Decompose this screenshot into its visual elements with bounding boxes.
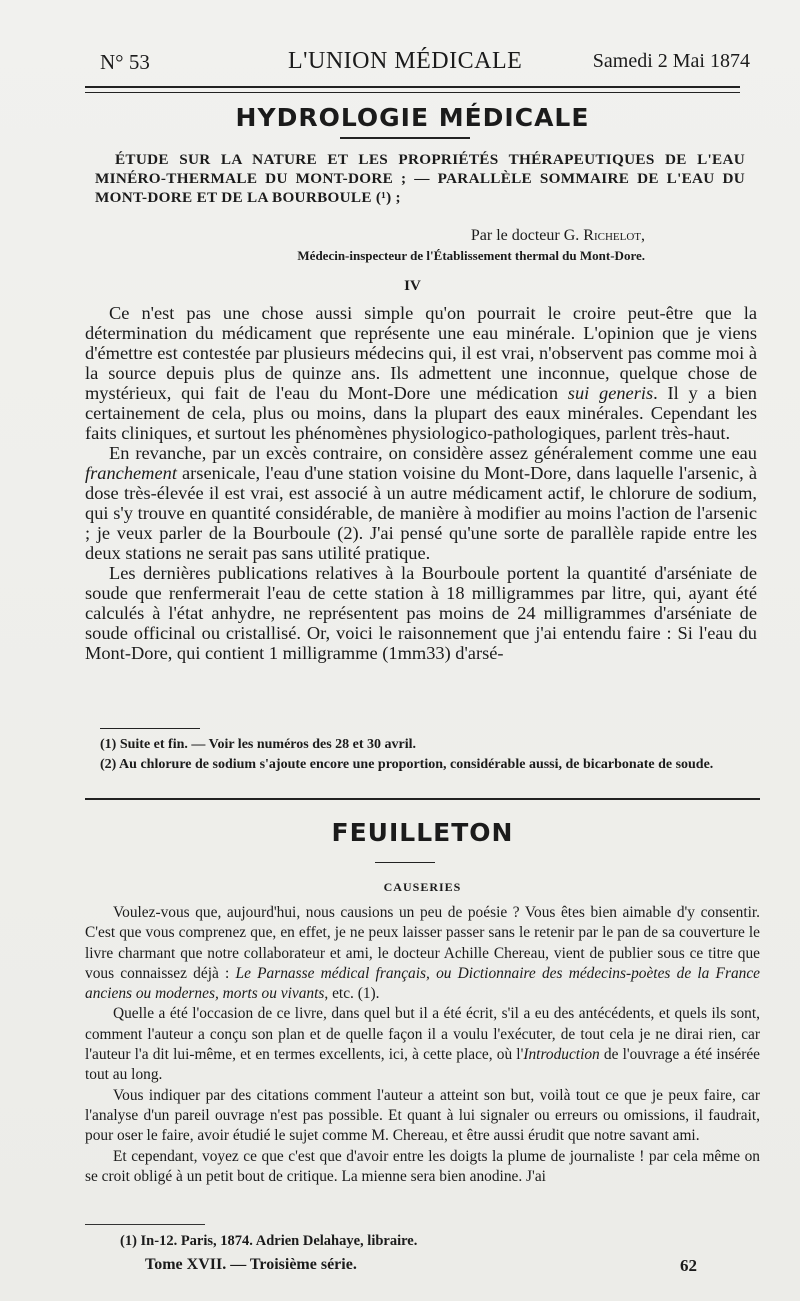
section-title: HYDROLOGIE MÉDICALE	[235, 103, 590, 132]
section-title-rule	[340, 137, 470, 139]
footnote: (2) Au chlorure de sodium s'ajoute encore une proportion, considérable aussi, de bicarbonate de soude.	[100, 757, 714, 772]
article-paragraph: Les dernières publications relatives à la Bourboule portent la quantité d'arséniate de soude que renfermerait l'eau de cette station à 18 milligrammes par litre, qui, ayant été calculés à l'état anhydre, ne représentent pas moins de 24 milligrammes d'arséniate de soude officinal ou cristallisé. Or, voici le raisonnement que j'ai entendu faire : Si l'eau du Mont-Dore, qui contient 1 milligramme (1mm33) d'arsé-	[85, 563, 757, 663]
page-number: 62	[680, 1256, 697, 1275]
article-paragraph: Ce n'est pas une chose aussi simple qu'on pourrait le croire peut-être que la détermination du médicament que représente une eau minérale. L'opinion que je viens d'émettre est contestée par plusieurs médecins qui, il est vrai, n'observent pas comme moi à la source depuis plus de quinze ans. Ils admettent une inconnue, quelque chose de mystérieux, qui fait de l'eau du Mont-Dore une médication sui generis. Il y a bien certainement de cela, plus ou moins, dans la plupart des eaux minérales. Cependant les faits cliniques, et surtout les phénomènes physiologico-pathologiques, parlent très-haut.	[85, 303, 757, 443]
article-paragraph: En revanche, par un excès contraire, on considère assez généralement comme une eau franchement arsenicale, l'eau d'une station voisine du Mont-Dore, dans laquelle l'arsenic, à dose très-élevée il est vrai, est associé à un autre médicament actif, le chlorure de sodium, qui s'y trouve en quantité considérable, de manière à modifier au moins l'action de l'arsenic ; je veux parler de la Bourboule (2). J'ai pensé qu'une sorte de parallèle rapide entre les deux stations ne serait pas sans utilité pratique.	[85, 443, 757, 563]
footnote: (1) Suite et fin. — Voir les numéros des 28 et 30 avril.	[100, 737, 417, 752]
feuilleton-paragraph: Et cependant, voyez ce que c'est que d'avoir entre les doigts la plume de journaliste ! par cela même on se croit obligé à un petit bout de critique. La mienne sera bien anodine. J'ai	[85, 1147, 760, 1185]
footnote-rule	[85, 1224, 205, 1225]
author-name: Richelot	[583, 227, 641, 244]
feuilleton-paragraph: Quelle a été l'occasion de ce livre, dans quel but il a été écrit, s'il a eu des antécédents, et quels ils sont, comment l'auteur a conçu son plan et de quelle façon il a voulu l'exécuter, de tout cela je ne dirai rien, car l'auteur l'a dit lui-même, et en termes excellents, ici, à cette place, où l'Introduction de l'ouvrage a été insérée tout au long.	[85, 1005, 760, 1084]
article-footnotes	[100, 736, 760, 776]
feuilleton-title: FEUILLETON	[331, 818, 514, 847]
feuilleton-body	[85, 903, 760, 1187]
volume-line: Tome XVII. — Troisième série.	[145, 1256, 357, 1273]
feuilleton-rule	[375, 862, 435, 863]
feuilleton-subtitle: CAUSERIES	[383, 880, 462, 894]
masthead-rule	[85, 86, 740, 93]
feuilleton-paragraph: Voulez-vous que, aujourd'hui, nous causions un peu de poésie ? Vous êtes bien aimable d'y consentir. C'est que vous comprenez que, en effet, je ne peux laisser passer sans le retenir par le pan de sa couverture le livre charmant que notre collaborateur et ami, le docteur Achille Chereau, vient de publier sous ce titre que vous connaissez déjà : Le Parnasse médical français, ou Dictionnaire des médecins-poètes de la France anciens ou modernes, morts ou vivants, etc. (1).	[85, 904, 760, 1003]
author-affiliation: Médecin-inspecteur de l'Établissement thermal du Mont-Dore.	[297, 248, 645, 263]
issue-date: Samedi 2 Mai 1874	[592, 50, 750, 72]
masthead	[100, 44, 750, 84]
part-number: IV	[404, 278, 421, 294]
article-heading: ÉTUDE SUR LA NATURE ET LES PROPRIÉTÉS THÉRAPEUTIQUES DE L'EAU MINÉRO-THERMALE DU MONT-DORE ; — PARALLÈLE SOMMAIRE DE L'EAU DU MONT-DORE ET DE LA BOURBOULE (¹) ;	[95, 151, 745, 206]
issue-number: N° 53	[100, 50, 150, 74]
footnote-rule	[100, 728, 200, 729]
byline: Par le docteur G. Richelot,	[470, 227, 645, 244]
journal-title: L'UNION MÉDICALE	[288, 48, 523, 74]
feuilleton-paragraph: Vous indiquer par des citations comment l'auteur a atteint son but, voilà tout ce que je peux faire, car l'analyse d'un pareil ouvrage n'est pas possible. Et quant à lui signaler ou erreurs ou omissions, il faudrait, pour oser le faire, avoir étudié le sujet comme M. Chereau, et être aussi érudit que notre savant ami.	[85, 1086, 760, 1145]
feuilleton-footnote: (1) In-12. Paris, 1874. Adrien Delahaye, libraire.	[120, 1233, 418, 1249]
section-divider	[85, 798, 760, 800]
article-body	[85, 303, 757, 663]
